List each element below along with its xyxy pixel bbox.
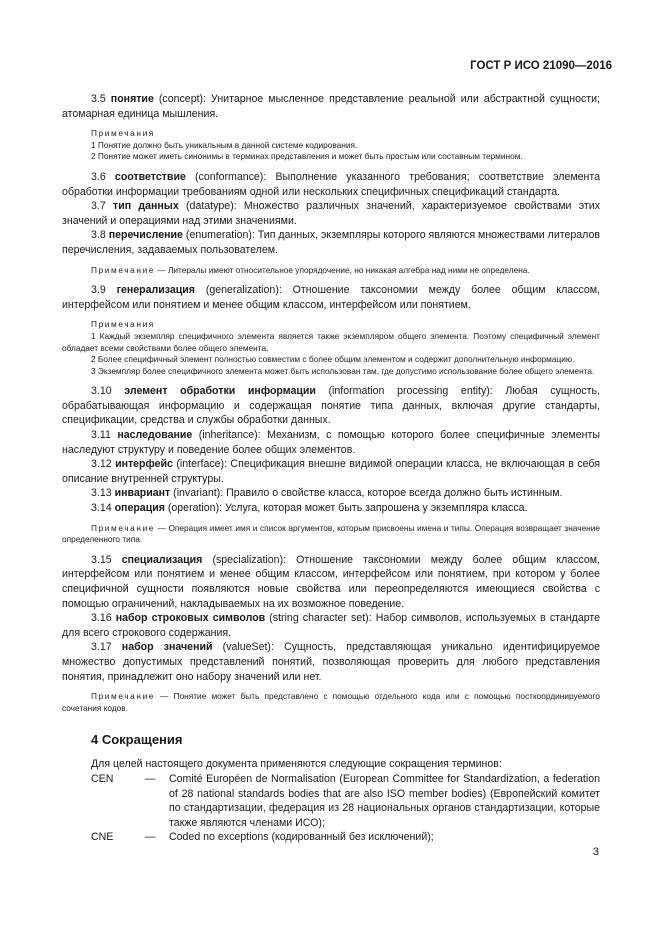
abbreviation-dash: — [144,772,156,785]
term-3-5 [62,92,600,121]
term-number: 3.13 [91,487,112,500]
abbreviation-row [62,830,600,845]
term-number: 3.12 [91,458,112,471]
term-definition: (generalization): Отношение таксономии между более общим классом, интерфейсом или понятием и менее общим классом, интерфейсом или понятием. [62,284,600,311]
term-definition: (inheritance): Механизм, с помощью которого более специфичные элементы наследуют структуру и поведение более общих элементов. [62,429,600,456]
term-number: 3.8 [91,229,106,242]
standard-header: ГОСТ Р ИСО 21090—2016 [470,60,612,72]
term-number: 3.16 [91,612,112,625]
term-name: операция [114,502,165,515]
term-name: набор строковых символов [115,612,266,625]
term-number: 3.11 [91,429,111,442]
term-definition: (enumeration): Тип данных, экземпляры которого являются множествами литералов перечисления, задаваемых пользователем. [62,229,600,256]
term-number: 3.7 [91,200,106,213]
term-name: специализация [121,553,203,566]
term-definition: (information processing entity): Любая сущность, обрабатывающая информацию и содержащая понятие типа данных, включая другие стандарты, спецификации, средства и службы обработки данных. [62,385,600,427]
term-name: набор значений [121,641,213,654]
note-item: 1 Каждый экземпляр специфичного элемента является также экземпляром общего элемента. Поэтому специфичный элемент обладает всеми свойствами более общего элемента. [62,330,600,353]
term-3-12 [62,457,600,486]
abbreviation-dash: — [144,831,156,844]
note-text: — Понятие может быть представлено с помощью отдельного кода или с помощью посткоординируемого сочетания кодов. [62,691,600,713]
term-definition: (concept): Унитарное мысленное представление реальной или абстрактной сущности; атомарная единица мышления. [62,93,600,120]
term-3-14 [62,501,600,516]
page-number: 3 [592,846,599,858]
note-item: 1 Понятие должно быть уникальным в данной системе кодирования. [91,139,358,150]
term-3-13 [62,486,600,501]
note-text: — Литералы имеют относительное упорядочение, но никакая алгебра над ними не определена. [155,264,530,275]
term-3-9 [62,283,600,312]
note-title: Примечание [91,522,156,533]
term-definition: (operation): Услуга, которая может быть запрошена у экземпляра класса. [164,502,528,515]
term-name: тип данных [113,200,179,213]
term-3-8 [62,228,600,257]
term-name: наследование [117,429,193,442]
term-number: 3.17 [91,641,112,654]
term-number: 3.5 [91,93,106,105]
notes-3-9 [62,319,600,377]
term-name: инвариант [114,487,171,500]
term-name: интерфейс [115,458,173,471]
note-item: 2 Понятие может иметь синонимы в терминах представления и может быть простым или составным термином. [91,151,523,162]
notes-3-5 [62,128,600,163]
notes-title: Примечания [91,128,155,139]
note-item: 3 Экземпляр более специфичного элемента может быть использован там, где допустимо использование более общего элемента. [91,365,595,376]
term-name: элемент обработки информации [124,385,316,398]
term-definition: (interface): Спецификация внешне видимой операции класса, не включающая в себя описание внутренней структуры. [62,458,600,485]
abbreviation-code: CEN [91,772,114,785]
term-name: соответствие [114,170,186,183]
note-text: — Операция имеет имя и список аргументов, которым присвоены имена и типы. Операция возвращает значение определенного типа. [62,522,600,545]
abbreviation-definition: Coded no exceptions (кодированный без исключений); [169,831,434,844]
term-3-16 [62,611,600,640]
note-3-17 [62,691,600,714]
note-item: 2 Более специфичный элемент полностью совместим с более общим элементом и содержит дополнительную информацию. [91,354,575,365]
term-3-11 [62,428,600,457]
section-title-abbreviations: 4 Сокращения [91,732,183,748]
note-3-8 [62,265,600,277]
term-definition: (string character set): Набор символов, используемых в стандарте для всего строкового содержания. [62,612,600,639]
term-3-15 [62,553,600,611]
abbreviation-row [62,772,600,830]
term-name: генерализация [116,284,195,297]
term-definition: (datatype): Множество различных значений, характеризуемое свойствами этих значений и операциями над этими значениями. [62,200,600,227]
note-3-14 [62,523,600,546]
term-3-17 [62,640,600,684]
page-content [62,92,600,845]
term-definition: (specialization): Отношение таксономии между более общим классом, интерфейсом или понятием и менее общим классом, интерфейсом или понятием, при котором у более специфичной сущности появляются новые свойства или переопределяются имеющиеся свойства с помощью ограничений, накладываемых на их возможное поведение. [62,553,600,610]
term-number: 3.6 [91,170,106,183]
term-definition: (conformance): Выполнение указанного требования; соответствие элемента обработки информации требованиям одной или нескольких специфичных спецификаций стандарта. [62,170,601,198]
term-number: 3.10 [91,385,112,398]
term-name: понятие [110,93,154,105]
note-title: Примечание [91,691,156,702]
abbreviation-definition: Comité Européen de Normalisation (European Committee for Standardization, a federation of 28 national standards bodies that are also ISO member bodies) (Европейский комитет по стандартизации, федерация из 28 национальных органов стандартизации, которые также являются членами ИСО); [169,772,600,829]
section-intro: Для целей настоящего документа применяются следующие сокращения терминов: [91,758,502,771]
term-3-6 [62,170,600,199]
term-number: 3.15 [91,553,112,566]
term-3-7 [62,199,600,228]
term-3-10 [62,384,600,428]
note-title: Примечание [91,264,156,275]
term-number: 3.14 [91,502,112,515]
term-definition: (invariant): Правило о свойстве класса, которое всегда должно быть истинным. [170,487,563,500]
term-name: перечисление [108,229,183,242]
abbreviation-code: CNE [91,831,114,844]
notes-title: Примечания [91,319,155,330]
term-number: 3.9 [91,284,106,297]
term-definition: (valueSet): Сущность, представляющая уникально идентифицируемое множество допустимых представлений понятий, позволяющая проверить для любого представления понятия, принадлежит оно набору значений или нет. [62,641,600,683]
